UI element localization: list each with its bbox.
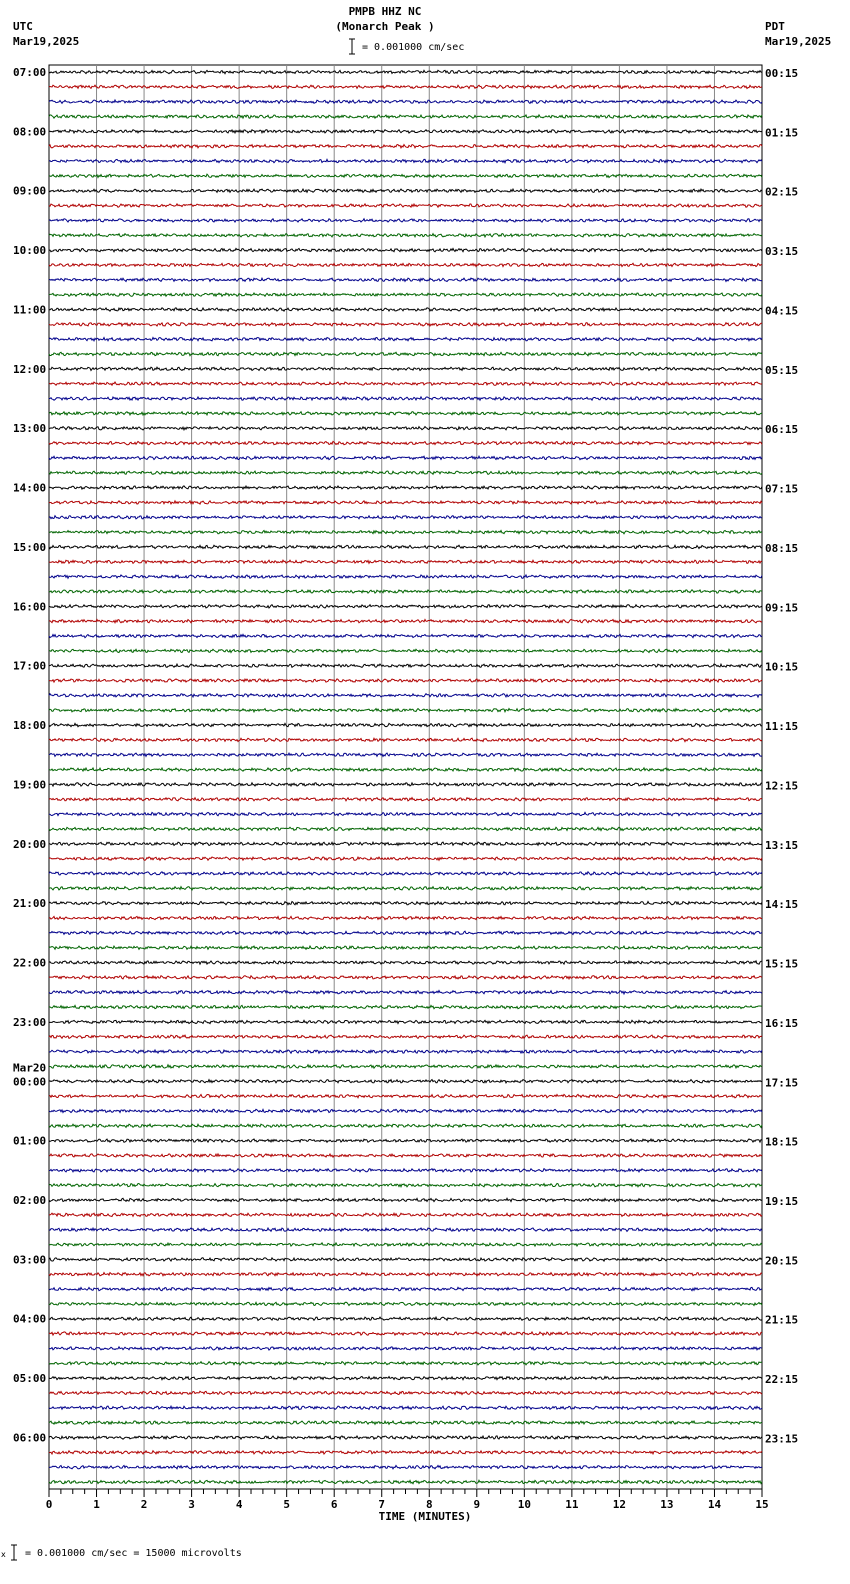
- seismic-trace: [49, 560, 762, 563]
- right-time-label: 10:15: [765, 660, 799, 674]
- left-time-label: 09:00: [13, 184, 47, 198]
- left-time-label: 04:00: [13, 1312, 47, 1326]
- seismic-trace: [49, 946, 762, 949]
- seismic-trace: [49, 620, 762, 623]
- seismic-trace: [49, 516, 762, 519]
- seismic-trace: [49, 1020, 762, 1023]
- seismic-trace: [49, 352, 762, 355]
- seismic-trace: [49, 1124, 762, 1127]
- left-time-label: 15:00: [13, 540, 47, 554]
- seismic-trace: [49, 1332, 762, 1335]
- seismic-trace: [49, 412, 762, 415]
- seismic-trace: [49, 1317, 762, 1320]
- seismic-trace: [49, 649, 762, 652]
- seismic-trace: [49, 1139, 762, 1142]
- x-tick-label: 9: [473, 1498, 481, 1511]
- seismic-trace: [49, 501, 762, 504]
- seismic-trace: [49, 916, 762, 919]
- x-tick-label: 5: [283, 1498, 290, 1511]
- seismic-trace: [49, 248, 762, 251]
- seismic-trace: [49, 367, 762, 370]
- seismic-trace: [49, 1287, 762, 1290]
- seismic-trace: [49, 991, 762, 994]
- left-time-label: 22:00: [13, 956, 47, 970]
- seismic-trace: [49, 1198, 762, 1201]
- left-time-label: 14:00: [13, 481, 47, 495]
- right-time-label: 06:15: [765, 423, 799, 437]
- seismic-trace: [49, 1080, 762, 1083]
- x-tick-label: 15: [755, 1498, 769, 1511]
- seismic-trace: [49, 753, 762, 756]
- seismic-trace: [49, 1094, 762, 1097]
- seismic-trace: [49, 798, 762, 801]
- left-timezone: UTC: [13, 20, 33, 33]
- seismic-trace: [49, 100, 762, 103]
- right-time-label: 12:15: [765, 779, 799, 793]
- left-time-label: 11:00: [13, 303, 47, 317]
- seismic-trace: [49, 263, 762, 266]
- x-tick-label: 2: [140, 1498, 148, 1511]
- left-time-label: 16:00: [13, 600, 47, 614]
- seismic-trace: [49, 174, 762, 177]
- x-tick-label: 11: [565, 1498, 579, 1511]
- seismic-trace: [49, 738, 762, 741]
- seismic-trace: [49, 1436, 762, 1439]
- x-tick-label: 10: [517, 1498, 531, 1511]
- seismic-trace: [49, 145, 762, 148]
- right-time-label: 17:15: [765, 1076, 799, 1090]
- seismic-trace: [49, 1154, 762, 1157]
- left-time-label: 23:00: [13, 1015, 47, 1029]
- right-time-label: 22:15: [765, 1373, 799, 1387]
- seismic-trace: [49, 1184, 762, 1187]
- seismic-trace: [49, 545, 762, 548]
- seismic-trace: [49, 1169, 762, 1172]
- seismic-trace: [49, 709, 762, 712]
- left-time-label: 20:00: [13, 837, 47, 851]
- right-time-label: 15:15: [765, 957, 799, 971]
- seismic-trace: [49, 189, 762, 192]
- seismic-trace: [49, 1065, 762, 1068]
- seismic-trace: [49, 308, 762, 311]
- seismic-trace: [49, 1406, 762, 1409]
- seismic-trace: [49, 857, 762, 860]
- right-time-label: 16:15: [765, 1016, 799, 1030]
- svg-text:x: x: [1, 1550, 6, 1559]
- seismic-trace: [49, 976, 762, 979]
- seismic-trace: [49, 486, 762, 489]
- left-time-label: 08:00: [13, 125, 47, 139]
- right-time-label: 14:15: [765, 898, 799, 912]
- left-time-label: 12:00: [13, 362, 47, 376]
- seismic-trace: [49, 902, 762, 905]
- seismic-trace: [49, 1347, 762, 1350]
- seismic-trace: [49, 768, 762, 771]
- station-title: PMPB HHZ NC: [348, 5, 422, 18]
- x-tick-label: 3: [188, 1498, 195, 1511]
- seismic-trace: [49, 1005, 762, 1008]
- seismic-trace: [49, 1362, 762, 1365]
- x-tick-label: 8: [425, 1498, 433, 1511]
- seismic-trace: [49, 1213, 762, 1216]
- seismic-trace: [49, 872, 762, 875]
- seismic-trace: [49, 1302, 762, 1305]
- seismic-trace: [49, 278, 762, 281]
- right-time-label: 23:15: [765, 1432, 799, 1446]
- seismic-trace: [49, 204, 762, 207]
- station-location: (Monarch Peak ): [335, 20, 435, 33]
- x-tick-label: 7: [378, 1498, 386, 1511]
- date-change-label: Mar20: [13, 1061, 47, 1075]
- seismic-trace: [49, 219, 762, 222]
- seismic-trace: [49, 1109, 762, 1112]
- seismic-trace: [49, 234, 762, 237]
- seismic-trace: [49, 293, 762, 296]
- seismic-trace: [49, 1273, 762, 1276]
- right-timezone: PDT: [765, 20, 785, 33]
- seismic-trace: [49, 575, 762, 578]
- x-tick-label: 14: [707, 1498, 722, 1511]
- seismic-trace: [49, 1228, 762, 1231]
- right-time-label: 19:15: [765, 1195, 799, 1208]
- right-time-label: 07:15: [765, 482, 799, 496]
- seismic-trace: [49, 1480, 762, 1483]
- left-time-label: 19:00: [13, 778, 47, 792]
- seismic-trace: [49, 664, 762, 667]
- seismic-trace: [49, 471, 762, 474]
- seismic-trace: [49, 605, 762, 608]
- seismic-trace: [49, 1243, 762, 1246]
- seismic-trace: [49, 456, 762, 459]
- right-time-label: 20:15: [765, 1254, 799, 1268]
- seismic-trace: [49, 1391, 762, 1394]
- right-time-label: 05:15: [765, 363, 799, 377]
- seismic-trace: [49, 159, 762, 162]
- seismic-trace: [49, 887, 762, 890]
- seismic-trace: [49, 1258, 762, 1261]
- right-time-label: 01:15: [765, 126, 799, 140]
- seismic-trace: [49, 323, 762, 326]
- seismic-trace: [49, 382, 762, 385]
- right-time-label: 11:15: [765, 720, 799, 734]
- left-time-label: 03:00: [13, 1253, 47, 1267]
- seismic-trace: [49, 783, 762, 786]
- left-date: Mar19,2025: [13, 35, 80, 48]
- left-time-label: 21:00: [13, 897, 47, 911]
- right-time-label: 09:15: [765, 601, 799, 615]
- seismic-trace: [49, 1421, 762, 1424]
- right-time-label: 18:15: [765, 1135, 799, 1149]
- seismic-trace: [49, 70, 762, 73]
- seismic-trace: [49, 679, 762, 682]
- seismic-trace: [49, 338, 762, 341]
- seismic-trace: [49, 1035, 762, 1038]
- x-tick-label: 12: [612, 1498, 627, 1511]
- left-time-label: 10:00: [13, 244, 47, 258]
- left-time-label: 07:00: [13, 66, 47, 79]
- seismic-trace: [49, 827, 762, 830]
- seismic-trace: [49, 842, 762, 845]
- scale-label: = 0.001000 cm/sec: [362, 42, 465, 53]
- seismic-trace: [49, 427, 762, 430]
- left-time-label: 05:00: [13, 1372, 47, 1386]
- footer-scale-icon: [0, 1544, 22, 1562]
- x-tick-label: 1: [93, 1498, 100, 1511]
- seismic-trace: [49, 115, 762, 118]
- right-time-label: 13:15: [765, 838, 799, 852]
- x-tick-label: 4: [235, 1498, 243, 1511]
- left-time-label: 06:00: [13, 1431, 47, 1445]
- seismic-trace: [49, 694, 762, 697]
- seismic-trace: [49, 1451, 762, 1454]
- right-time-label: 21:15: [765, 1313, 799, 1327]
- seismic-trace: [49, 530, 762, 533]
- right-date: Mar19,2025: [765, 35, 832, 48]
- seismic-trace: [49, 1466, 762, 1469]
- x-tick-label: 0: [45, 1498, 53, 1511]
- right-time-label: 04:15: [765, 304, 799, 318]
- x-tick-label: 13: [660, 1498, 674, 1511]
- seismic-trace: [49, 812, 762, 815]
- seismic-trace: [49, 1377, 762, 1380]
- left-time-label: 01:00: [13, 1134, 47, 1148]
- seismic-trace: [49, 1050, 762, 1053]
- left-time-label: 02:00: [13, 1194, 47, 1207]
- seismic-trace: [49, 590, 762, 593]
- right-time-label: 08:15: [765, 541, 799, 555]
- seismic-trace: [49, 441, 762, 444]
- seismic-trace: [49, 397, 762, 400]
- seismic-trace: [49, 85, 762, 88]
- x-tick-label: 6: [330, 1498, 338, 1511]
- right-time-label: 02:15: [765, 185, 799, 199]
- x-axis-title: TIME (MINUTES): [378, 1510, 472, 1523]
- right-time-label: 00:15: [765, 67, 799, 80]
- footer-scale-label: = 0.001000 cm/sec = 15000 microvolts: [25, 1548, 242, 1559]
- seismic-trace: [49, 130, 762, 133]
- seismic-trace: [49, 931, 762, 934]
- seismic-trace: [49, 723, 762, 726]
- seismic-trace: [49, 634, 762, 637]
- left-time-label: 17:00: [13, 659, 47, 673]
- left-time-label: 18:00: [13, 719, 47, 733]
- seismic-trace: [49, 961, 762, 964]
- right-time-label: 03:15: [765, 245, 799, 259]
- left-time-label: 00:00: [13, 1075, 47, 1089]
- left-time-label: 13:00: [13, 422, 47, 436]
